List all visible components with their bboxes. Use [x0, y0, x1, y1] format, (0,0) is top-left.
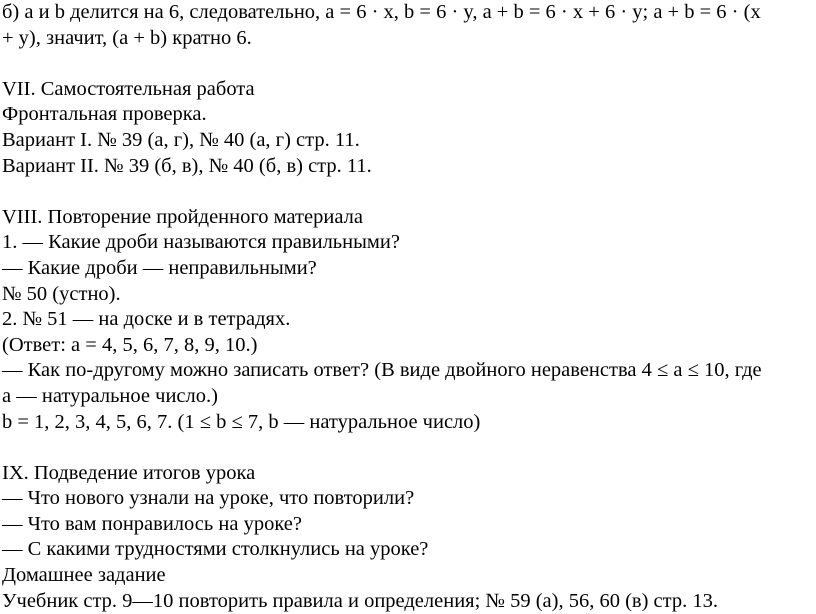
blank-line [2, 435, 814, 461]
question-improper-fractions: — Какие дроби — неправильными? [2, 256, 317, 279]
variant-2: Вариант II. № 39 (б, в), № 40 (б, в) стр. 11. [2, 154, 372, 177]
proof-line-1: б) a и b делится на 6, следовательно, a = 6 · x, b = 6 · y, a + b = 6 · x + 6 · y; a + b = 6 · (x [2, 1, 761, 23]
answer-line: (Ответ: a = 4, 5, 6, 7, 8, 9, 10.) [2, 333, 258, 356]
section-9-heading: IX. Подведение итогов урока [2, 461, 256, 484]
question-alternative-answer: — Как по-другому можно записать ответ? (В виде двойного неравенства 4 ≤ a ≤ 10, где [2, 359, 762, 382]
blank-line [2, 51, 814, 77]
variant-1: Вариант I. № 39 (а, г), № 40 (а, г) стр. 11. [2, 128, 360, 151]
section-7-heading: VII. Самостоятельная работа [2, 77, 255, 100]
task-50: № 50 (устно). [2, 282, 121, 305]
frontal-check: Фронтальная проверка. [2, 103, 207, 126]
question-proper-fractions: 1. — Какие дроби называются правильными? [2, 231, 400, 254]
b-values-line: b = 1, 2, 3, 4, 5, 6, 7. (1 ≤ b ≤ 7, b — натуральное число) [2, 410, 481, 433]
document-page [2, 0, 814, 614]
summary-question-1: — Что нового узнали на уроке, что повторили? [2, 487, 415, 510]
blank-line [2, 179, 814, 205]
section-8-heading: VIII. Повторение пройденного материала [2, 205, 363, 228]
question-alternative-answer-cont: a — натуральное число.) [2, 384, 218, 407]
summary-question-3: — С какими трудностями столкнулись на уроке? [2, 538, 429, 561]
summary-question-2: — Что вам понравилось на уроке? [2, 512, 302, 535]
homework-text: Учебник стр. 9—10 повторить правила и определения; № 59 (а), 56, 60 (в) стр. 13. [2, 589, 718, 612]
proof-line-2: + y), значит, (a + b) кратно 6. [2, 26, 252, 49]
homework-title: Домашнее задание [2, 564, 166, 587]
task-51: 2. № 51 — на доске и в тетрадях. [2, 308, 291, 331]
